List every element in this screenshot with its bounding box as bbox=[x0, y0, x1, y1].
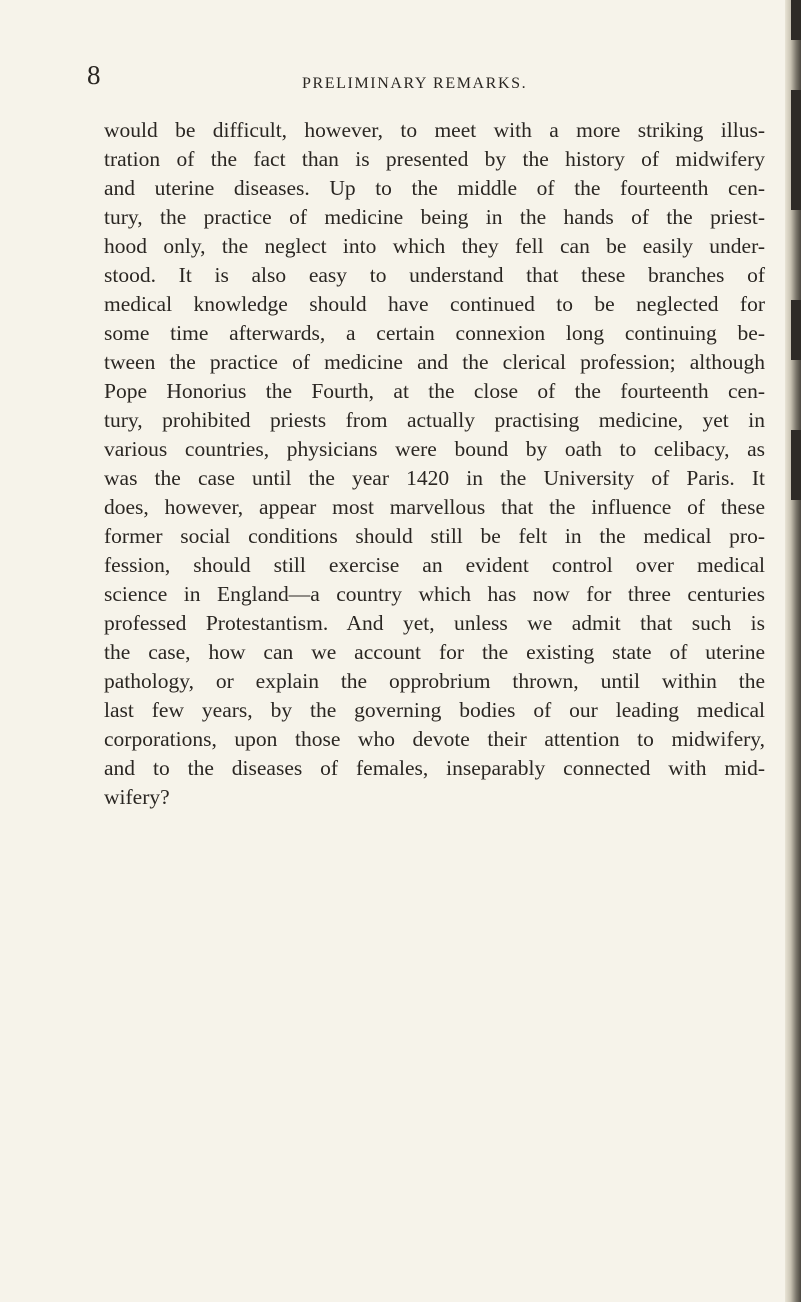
page-edge-binding bbox=[785, 0, 801, 1302]
text-line: former social conditions should still be felt in the medical pro- bbox=[104, 524, 765, 548]
page-number: 8 bbox=[87, 60, 101, 90]
text-line: tury, the practice of medicine being in the hands of the priest- bbox=[104, 205, 765, 229]
page-edge-shadow bbox=[791, 430, 801, 500]
page-edge-shadow bbox=[791, 300, 801, 360]
text-line: the case, how can we account for the existing state of uterine bbox=[104, 640, 765, 664]
text-line: medical knowledge should have continued to be neglected for bbox=[104, 292, 765, 316]
text-line: would be difficult, however, to meet with a more striking illus- bbox=[104, 118, 765, 142]
text-line: tration of the fact than is presented by the history of midwifery bbox=[104, 147, 765, 171]
running-head: PRELIMINARY REMARKS. bbox=[302, 75, 528, 92]
text-line: last few years, by the governing bodies of our leading medical bbox=[104, 698, 765, 722]
body-paragraph bbox=[104, 116, 765, 812]
text-line: various countries, physicians were bound by oath to celibacy, as bbox=[104, 437, 765, 461]
text-line: tween the practice of medicine and the clerical profession; although bbox=[104, 350, 765, 374]
text-line: science in England—a country which has now for three centuries bbox=[104, 582, 765, 606]
text-line: and to the diseases of females, inseparably connected with mid- bbox=[104, 756, 765, 780]
text-line: pathology, or explain the opprobrium thrown, until within the bbox=[104, 669, 765, 693]
page-edge-shadow bbox=[791, 0, 801, 40]
text-line: stood. It is also easy to understand that these branches of bbox=[104, 263, 765, 287]
text-line: and uterine diseases. Up to the middle of the fourteenth cen- bbox=[104, 176, 765, 200]
text-line: was the case until the year 1420 in the University of Paris. It bbox=[104, 466, 765, 490]
page-edge-shadow bbox=[791, 90, 801, 210]
text-line: tury, prohibited priests from actually practising medicine, yet in bbox=[104, 408, 765, 432]
text-line: professed Protestantism. And yet, unless we admit that such is bbox=[104, 611, 765, 635]
text-line: corporations, upon those who devote their attention to midwifery, bbox=[104, 727, 765, 751]
text-line: Pope Honorius the Fourth, at the close of the fourteenth cen- bbox=[104, 379, 765, 403]
text-line: some time afterwards, a certain connexion long continuing be- bbox=[104, 321, 765, 345]
text-line: fession, should still exercise an evident control over medical bbox=[104, 553, 765, 577]
text-line: does, however, appear most marvellous that the influence of these bbox=[104, 495, 765, 519]
text-line: hood only, the neglect into which they fell can be easily under- bbox=[104, 234, 765, 258]
text-line: wifery? bbox=[104, 785, 170, 809]
